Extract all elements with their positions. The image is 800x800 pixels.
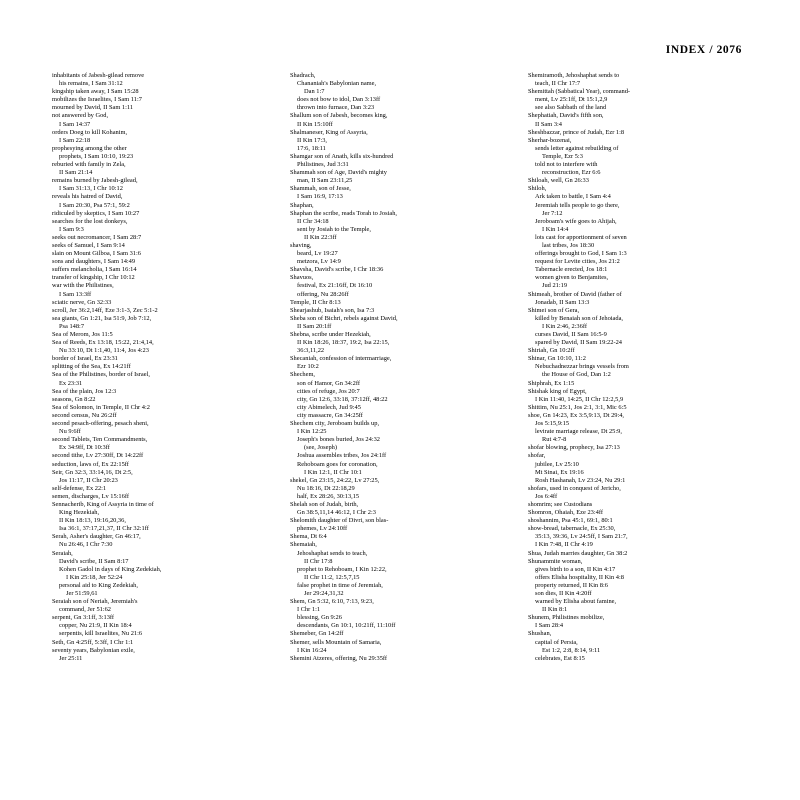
index-entry-line: Shunammite woman, (528, 557, 583, 565)
index-entry-line: I Sam 20:30, Psa 57:1, 59:2 (59, 201, 130, 209)
index-entry-line: seventy years, Babylonian exile, (52, 646, 135, 654)
index-entry-line: Sea of the plain, Jos 12:3 (52, 387, 117, 395)
index-entry-line: seasons, Gn 8:22 (52, 395, 96, 403)
index-entry-line: Philistines, Jud 3:31 (297, 161, 349, 169)
index-entry-line: Shavuos, (290, 274, 314, 282)
index-entry-line: border of Israel, Ex 23:31 (52, 355, 118, 363)
index-entry-line: Shephatiah, David's fifth son, (528, 112, 604, 120)
index-entry-line: Shimei son of Gera, (528, 306, 580, 314)
index-entry-line: Nu 18:16, Dt 22:18,29 (297, 484, 355, 492)
index-entry-line: I Kin 16:24 (297, 646, 327, 654)
index-entry-line: the House of God, Dan 1:2 (542, 371, 611, 379)
index-entry-line: Shadrach, (290, 72, 316, 79)
index-entry-line: II Kin 18:13, 19:16,20,36, (59, 517, 126, 525)
index-entry-line: I Sam 31:13, I Chr 10:12 (59, 185, 123, 193)
index-entry-line: Ark taken to battle, I Sam 4:4 (535, 193, 611, 201)
index-entry-line: Shua, Judah marries daughter, Gn 38:2 (528, 549, 628, 557)
index-entry-line: request for Levite cities, Jos 21:2 (535, 258, 620, 266)
index-entry-line: command, Jer 51:62 (59, 606, 112, 614)
index-entry-line: told not to interfere with (535, 161, 598, 169)
index-entry-line: seeks out necromancer, I Sam 28:7 (52, 233, 142, 241)
index-entry-line: Est 1:2, 2:8, 8:14, 9:11 (542, 646, 601, 654)
index-entry-line: inhabitants of Jabesh-gilead remove (52, 72, 145, 79)
index-entry-line: second pesach-offering, pesach sheni, (52, 420, 149, 428)
index-entry-line: Jehoshaphat sends to teach, (297, 549, 368, 557)
index-entry-line: Seir, Gn 32:3, 33:14,16, Dt 2:5, (52, 468, 133, 476)
index-entry-line: II Kin 8:1 (542, 606, 568, 614)
index-entry-line: Shishak king of Egypt, (528, 387, 587, 395)
index-entry-line: Sea of Solomon, in Temple, II Chr 4:2 (52, 403, 150, 411)
index-entry-line: Shiloah, well, Gn 26:33 (528, 177, 589, 185)
index-columns (52, 72, 748, 663)
index-entry-line: city, Gn 12:6, 33:18, 37:12ff, 48:22 (297, 395, 388, 403)
index-entry-line: Shavsha, David's scribe, I Chr 18:36 (290, 266, 384, 274)
index-entry-line: Jeroboam's wife goes to Ahijah, (535, 217, 617, 225)
index-entry-line: I Sam 14:37 (59, 120, 91, 128)
index-entry-line: Sheba son of Bichri, rebels against David, (290, 314, 398, 322)
index-entry-line: Seraiah son of Neriah, Jeremiah's (52, 598, 138, 606)
index-entry-line: seeks of Samuel, I Sam 9:14 (52, 241, 125, 249)
index-entry-line: lots cast for apportionment of seven (535, 233, 627, 241)
index-entry-line: II Sam 21:14 (59, 169, 93, 177)
index-entry-line: II Kin 17:3, (297, 136, 327, 144)
index-entry-line: descendants, Gn 10:1, 10:21ff, 11:10ff (297, 622, 396, 630)
index-entry-line: Shalmaneser, King of Assyria, (290, 128, 368, 136)
index-entry-line: sons and daughters, I Sam 14:49 (52, 258, 136, 266)
index-entry-line: prophet to Rehoboam, I Kin 12:22, (297, 565, 387, 573)
index-entry-line: second tithe, Lv 27:30ff, Dt 14:22ff (52, 452, 144, 460)
index-column-3 (528, 72, 748, 663)
index-entry-line: Shem, Gn 5:32, 6:10, 7:13, 9:23, (290, 598, 374, 606)
index-entry-line: Sea of Merom, Jos 11:5 (52, 331, 113, 338)
index-entry-line: Joseph's bones buried, Jos 24:32 (297, 436, 380, 444)
index-entry-line: Jonadab, II Sam 13:3 (535, 298, 590, 306)
index-entry-line: cities of refuge, Jos 20:7 (297, 387, 360, 395)
index-entry-line: searches for the lost donkeys, (52, 217, 128, 225)
index-entry-line: Jer 7:12 (542, 209, 563, 217)
index-entry-line: Nebuchadnezzar brings vessels from (535, 363, 629, 371)
index-entry-line: serpent, Gn 3:1ff, 3:13ff (52, 614, 115, 622)
index-entry-line: Seraiah, (52, 549, 73, 557)
index-entry-line: Shomron, Ohaiah, Eze 23:4ff (528, 509, 603, 517)
index-entry-line: celebrates, Est 8:15 (535, 654, 585, 662)
index-entry-line: 17:6, 18:11 (297, 144, 326, 152)
index-entry-line: killed by Benaiah son of Jehoiada, (535, 314, 624, 322)
index-entry-line: Temple, II Chr 8:13 (290, 298, 341, 306)
index-entry-line: Shecaniah, confession of intermarriage, (290, 355, 392, 363)
index-entry-line: Jeremiah tells people to go there, (535, 201, 620, 209)
index-entry-line: Jos 11:17, II Chr 20:23 (59, 476, 118, 484)
index-entry-line: shoe, Gn 14:23, Ex 3:5,9:13, Dt 29:4, (528, 411, 625, 419)
index-entry-line: Ezr 10:2 (297, 363, 319, 371)
index-entry-line: Serah, Asher's daughter, Gn 46:17, (52, 533, 141, 541)
index-entry-line: not answered by God, (52, 112, 109, 120)
index-entry-line: Nu 26:46, I Chr 7:30 (59, 541, 113, 549)
index-entry-line: women given to Benjamites, (535, 274, 609, 282)
index-entry-line: I Sam 22:18 (59, 136, 91, 144)
index-entry-line: self-defense, Ex 22:1 (52, 484, 107, 492)
index-entry-line: city massacre, Gn 34:25ff (297, 411, 363, 419)
index-entry-line: teach, II Chr 17:7 (535, 80, 581, 88)
index-entry-line: slain on Mount Gilboa, I Sam 31:6 (52, 250, 141, 258)
index-entry-line: reconstruction, Ezr 6:6 (542, 169, 601, 177)
index-entry-line: Ex 23:31 (59, 379, 83, 387)
index-entry-line: seduction, laws of, Ex 22:15ff (52, 460, 129, 468)
index-entry-line: shofar blowing, prophecy, Isa 27:13 (528, 444, 620, 452)
index-entry-line: Shammah son of Age, David's mighty (290, 169, 388, 177)
index-entry-line: serpentis, kill Israelites, Nu 21:6 (59, 630, 143, 638)
index-entry-line: Shiriah, Gn 10:2ff (528, 347, 575, 355)
index-entry-line: 35:13, 39:36, Lv 24:5ff, I Sam 21:7, (535, 533, 628, 541)
index-entry-line: Rehoboam goes for coronation, (297, 460, 378, 468)
index-entry-line: show-bread, tabernacle, Ex 25:30, (528, 525, 616, 533)
index-entry-line: warned by Elisha about famine, (535, 598, 617, 606)
index-entry-line: I Sam 13:3ff (59, 290, 92, 298)
index-entry-line: splitting of the Sea, Ex 14:21ff (52, 363, 131, 371)
index-entry-line: Mt Sinai, Ex 19:16 (535, 468, 584, 476)
index-entry-line: II Sam 3:4 (535, 120, 562, 128)
index-entry-line: festival, Ex 21:16ff, Dt 16:10 (297, 282, 373, 290)
index-entry-line: reveals his hatred of David, (52, 193, 123, 201)
index-entry-line: offers Elisha hospitality, II Kin 4:8 (535, 573, 624, 581)
index-entry-line: Gn 38:5,11,14 46:12, I Chr 2:3 (297, 509, 376, 517)
index-entry-line: Tabernacle erected, Jos 18:1 (535, 266, 608, 274)
index-entry-line: Shittim, Nu 25:1, Jos 2:1, 3:1, Mic 6:5 (528, 403, 627, 411)
index-entry-line: Shelomith daughter of Divri, son blas- (290, 517, 389, 525)
index-entry-line: Sea of the Philistines, border of Israel, (52, 371, 150, 379)
index-entry-line: mourned by David, II Sam 1:11 (52, 104, 134, 112)
index-entry-line: Shamgar son of Anath, kills six-hundred (290, 152, 394, 160)
index-entry-line: Shiphrah, Ex 1:15 (528, 379, 575, 387)
index-entry-line: second Tablets, Ten Commandments, (52, 436, 148, 444)
index-entry-line: I Kin 2:46, 2:36ff (542, 322, 587, 330)
index-entry-line: shekel, Gn 23:15, 24:22, Lv 27:25, (290, 476, 380, 484)
index-entry-line: orders Doeg to kill Kohanim, (52, 128, 128, 136)
index-entry-line: Temple, Ezr 5:3 (542, 152, 583, 160)
index-entry-line: Jer 25:11 (59, 654, 83, 662)
index-entry-line: King Hezekiah, (59, 509, 100, 517)
index-entry-line: Shammah, son of Jesse, (290, 185, 351, 193)
index-entry-line: Shunem, Philistines mobilize, (528, 614, 605, 622)
index-entry-line: shaving, (290, 241, 312, 249)
index-entry-line: half, Ex 28:26, 30:13,15 (297, 492, 360, 500)
index-entry-line: transfer of kingship, I Chr 10:12 (52, 274, 135, 282)
index-entry-line: son of Hamor, Gn 34:2ff (297, 379, 360, 387)
index-entry-line: Jos 5:15,9:15 (535, 420, 570, 428)
index-entry-line: Shaphan, (290, 201, 314, 209)
index-entry-line: Shiloh, (528, 185, 547, 193)
index-entry-line: Sheshbazzar, prince of Judah, Ezr 1:8 (528, 128, 625, 136)
index-entry-line: man, II Sam 23:11,25 (297, 177, 353, 185)
index-entry-line: shomrim; see Custodians (528, 500, 593, 508)
index-entry-line: metzora, Lv 14:9 (297, 258, 341, 266)
index-entry-line: Shechem, (290, 371, 316, 379)
index-entry-line: suffers melancholia, I Sam 16:14 (52, 266, 137, 274)
index-entry-line: Shemini Atzeres, offering, Nu 29:35ff (290, 654, 388, 662)
index-entry-line: II Chr 11:2, 12:5,7,15 (304, 573, 360, 581)
index-entry-line: II Kin 22:3ff (304, 233, 337, 241)
index-entry-line: I Kin 11:40, 14:25, II Chr 12:2,5,9 (535, 395, 624, 403)
index-entry-line: Rut 4:7-8 (542, 436, 567, 444)
index-entry-line: thrown into furnace, Dan 3:23 (297, 104, 375, 112)
index-column-1 (52, 72, 272, 663)
index-entry-line: offering, Nu 28:26ff (297, 290, 349, 298)
index-entry-line: beard, Lv 19:27 (297, 250, 338, 258)
index-entry-line: I Sam 28:4 (535, 622, 564, 630)
index-entry-line: jubilee, Lv 25:10 (535, 460, 579, 468)
index-entry-line: semen, discharges, Lv 15:16ff (52, 492, 129, 500)
index-entry-line: levirate marriage release, Dt 25:9, (535, 428, 622, 436)
index-entry-line: curses David, II Sam 16:5-9 (535, 331, 607, 338)
index-entry-line: personal aid to King Zedekiah, (59, 581, 138, 589)
index-entry-line: prophets, I Sam 10:10, 19:23 (59, 152, 134, 160)
index-entry-line: war with the Philistines, (52, 282, 114, 290)
index-entry-line: Shaphan the scribe, reads Torah to Josiah, (290, 209, 397, 217)
index-entry-line: Shebna, scribe under Hezekiah, (290, 331, 371, 338)
index-entry-line: II Sam 20:1ff (297, 322, 332, 330)
index-entry-line: Shinar, Gn 10:10, 11:2 (528, 355, 586, 363)
index-entry-line: shofar, (528, 452, 546, 460)
index-entry-line: property returned, II Kin 8:6 (535, 581, 608, 589)
index-entry-line: sends letter against rebuilding of (535, 144, 619, 152)
index-entry-line: Seth, Gn 4:25ff, 5:3ff, I Chr 1:1 (52, 638, 134, 646)
index-entry-line: offerings brought to God, I Sam 1:3 (535, 250, 627, 258)
index-entry-line: II Chr 17:8 (304, 557, 333, 565)
index-entry-line: Shearjashub, Isaiah's son, Isa 7:3 (290, 306, 375, 314)
index-entry-line: Sherhar-bozenai, (528, 136, 572, 144)
index-entry-line: copper, Nu 21:9, II Kin 18:4 (59, 622, 132, 630)
page-header: INDEX / 2076 (665, 44, 742, 56)
index-entry-line: Rosh Hashanah, Lv 23:24, Nu 29:1 (535, 476, 626, 484)
index-entry-line: Isa 36:1, 37:17,21,37, II Chr 32:1ff (59, 525, 149, 533)
index-column-2 (290, 72, 510, 663)
index-entry-line: gives birth to a son, II Kin 4:17 (535, 565, 616, 573)
index-entry-line: Sea of Reeds, Ex 13:18, 15:22, 21:4,14, (52, 339, 154, 347)
index-entry-line: phemes, Lv 24:10ff (297, 525, 348, 533)
index-entry-line: ridiculed by skeptics, I Sam 10:27 (52, 209, 140, 217)
index-entry-line: I Sam 16:9, 17:13 (297, 193, 343, 201)
index-entry-line: I Kin 14:4 (542, 225, 569, 233)
index-entry-line: I Kin 12:1, II Chr 10:1 (304, 468, 362, 476)
index-entry-line: Shelah son of Judah, birth, (290, 500, 359, 508)
index-entry-line: remains burned by Jabesh-gilead, (52, 177, 138, 185)
index-entry-line: Jos 6:4ff (535, 492, 558, 500)
index-entry-line: mobilizes the Israelites, I Sam 11:7 (52, 96, 142, 104)
index-entry-line: II Kin 18:26, 18:37, 19:2, Isa 22:15, (297, 339, 390, 347)
index-entry-line: sea giants, Gn 1:21, Isa 51:9, Job 7:12, (52, 314, 152, 322)
index-entry-line: his remains, I Sam 31:12 (59, 80, 123, 88)
index-entry-line: city Abimelech, Jud 9:45 (297, 403, 361, 411)
index-entry-line: Psa 148:7 (59, 322, 85, 330)
index-entry-line: prophesying among the other (52, 144, 127, 152)
index-entry-line: Jud 21:19 (542, 282, 568, 290)
index-entry-line: Ex 34:9ff, Dt 10:3ff (59, 444, 110, 452)
index-entry-line: false prophet in time of Jeremiah, (297, 581, 383, 589)
index-entry-line: shofars, used in conquest of Jericho, (528, 484, 621, 492)
index-entry-line: Shemittah (Sabbatical Year), command- (528, 88, 631, 96)
index-entry-line: capital of Persia, (535, 638, 578, 646)
index-entry-line: shoshannim, Psa 45:1, 69:1, 80:1 (528, 517, 613, 525)
index-entry-line: Shemer, sells Mountain of Samaria, (290, 638, 382, 646)
index-entry-line: II Kin 15:10ff (297, 120, 333, 128)
index-entry-line: Shemiramoth, Jehoshaphat sends to (528, 72, 620, 79)
index-entry-line: Shallum son of Jabesh, becomes king, (290, 112, 388, 120)
index-entry-line: I Sam 9:3 (59, 225, 84, 233)
index-entry-line: David's scribe, II Sam 8:17 (59, 557, 129, 565)
index-entry-line: ment, Lv 25:1ff, Dt 15:1,2,9 (535, 96, 608, 104)
index-entry-line: son dies, II Kin 4:20ff (535, 590, 592, 597)
index-entry-line: reburied with family in Zela, (52, 161, 126, 169)
index-entry-line: sciatic nerve, Gn 32:33 (52, 298, 112, 306)
index-entry-line: kingship taken away, I Sam 15:28 (52, 88, 139, 96)
index-entry-line: Jer 29:24,31,32 (304, 590, 344, 597)
index-entry-line: Shema, Dt 6:4 (290, 533, 327, 541)
index-entry-line: Nu 9:6ff (59, 428, 81, 436)
index-entry-line: Shechem city, Jeroboam builds up, (290, 420, 380, 428)
index-entry-line: second census, Nu 26:2ff (52, 411, 117, 419)
index-entry-line: Shemaiah, (290, 541, 317, 549)
index-entry-line: I Chr 1:1 (297, 606, 321, 614)
index-entry-line: does not bow to idol, Dan 3:13ff (297, 96, 381, 104)
index-entry-line: Sennacherib, King of Assyria in time of (52, 500, 154, 508)
index-entry-line: Jer 51:59,61 (66, 590, 98, 597)
index-entry-line: 36:3,11,22 (297, 347, 325, 355)
index-entry-line: Kohen Gadol in days of King Zedekiah, (59, 565, 162, 573)
index-entry-line: scroll, Jer 36:2,14ff, Eze 3:1-3, Zec 5:1-2 (52, 306, 158, 314)
index-entry-line: I Kin 12:25 (297, 428, 327, 436)
index-entry-line: blessing, Gn 9:26 (297, 614, 342, 622)
index-entry-line: Joshua assembles tribes, Jos 24:1ff (297, 452, 387, 460)
index-entry-line: Chananiah's Babylonian name, (297, 80, 377, 88)
index-entry-line: Shimeah, brother of David (father of (528, 290, 622, 298)
index-entry-line: sent by Josiah to the Temple, (297, 225, 371, 233)
index-entry-line: see also Sabbath of the land (535, 104, 607, 112)
index-entry-line: I Kin 7:48, II Chr 4:19 (535, 541, 593, 549)
index-entry-line: spared by David, II Sam 19:22-24 (535, 339, 622, 347)
index-entry-line: last tribes, Jos 18:30 (542, 241, 595, 249)
index-entry-line: Shemeber, Gn 14:2ff (290, 630, 344, 638)
index-entry-line: Nu 33:10, Dt 1:1,40, 11:4, Jos 4:23 (59, 347, 149, 355)
index-entry-line: I Kin 25:18, Jer 52:24 (66, 573, 123, 581)
index-entry-line: Dan 1:7 (304, 88, 325, 96)
index-entry-line: (see, Joseph) (304, 444, 338, 452)
index-entry-line: II Chr 34:18 (297, 217, 329, 225)
index-entry-line: Shushan, (528, 630, 552, 638)
